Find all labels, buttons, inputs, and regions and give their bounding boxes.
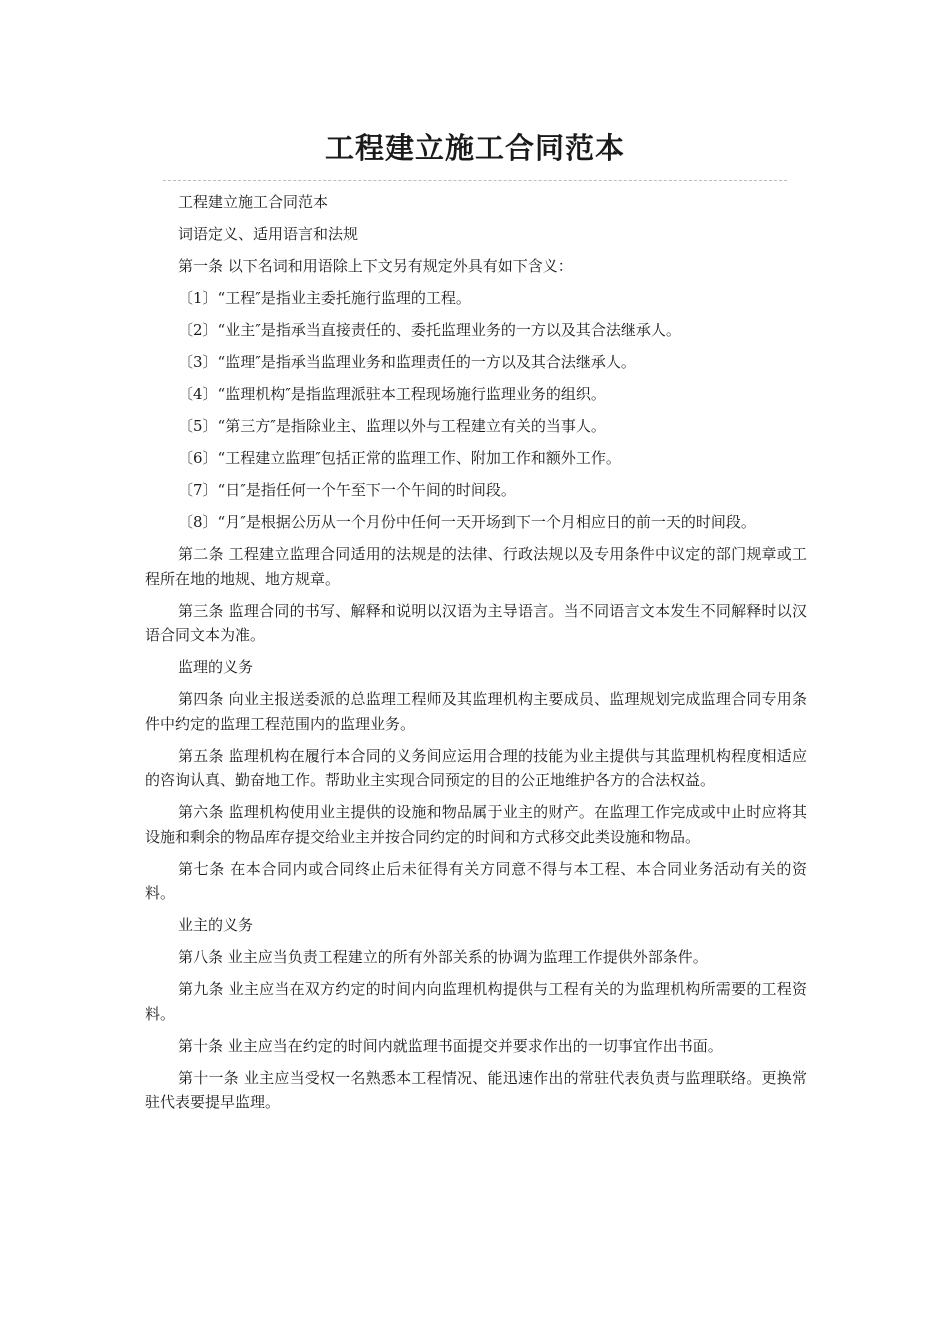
paragraph-article-3: 第三条 监理合同的书写、解释和说明以汉语为主导语言。当不同语言文本发生不同解释时以汉语合同文本为准。 — [145, 601, 807, 644]
paragraph-article-4: 第四条 向业主报送委派的总监理工程师及其监理机构主要成员、监理规划完成监理合同专用条件中约定的监理工程范围内的监理业务。 — [145, 690, 807, 733]
paragraph-article-5: 第五条 监理机构在履行本合同的义务间应运用合理的技能为业主提供与其监理机构程度相适应的咨询认真、勤奋地工作。帮助业主实现合同预定的目的公正地维护各方的合法权益。 — [145, 746, 807, 789]
paragraph-article-11: 第十一条 业主应当受权一名熟悉本工程情况、能迅速作出的常驻代表负责与监理联络。更换常驻代表要提早监理。 — [145, 1068, 807, 1111]
paragraph-definition-6: 〔6〕“工程建立监理″包括正常的监理工作、附加工作和额外工作。 — [178, 449, 621, 467]
paragraph-definition-3: 〔3〕“监理″是指承当监理业务和监理责任的一方以及其合法继承人。 — [178, 353, 636, 371]
title-divider — [163, 180, 787, 181]
paragraph-section-owner-duties: 业主的义务 — [178, 916, 254, 934]
paragraph-section-supervisor-duties: 监理的义务 — [178, 658, 254, 676]
paragraph-definition-2: 〔2〕“业主″是指承当直接责任的、委托监理业务的一方以及其合法继承人。 — [178, 321, 681, 339]
paragraph-article-7: 第七条 在本合同内或合同终止后未征得有关方同意不得与本工程、本合同业务活动有关的资料。 — [145, 859, 807, 902]
paragraph-definition-7: 〔7〕“日″是指任何一个午至下一个午间的时间段。 — [178, 481, 516, 499]
paragraph-article-2: 第二条 工程建立监理合同适用的法规是的法律、行政法规以及专用条件中议定的部门规章或工程所在地的地规、地方规章。 — [145, 545, 807, 588]
paragraph-article-1: 第一条 以下名词和用语除上下文另有规定外具有如下含义： — [178, 257, 573, 275]
paragraph-article-6: 第六条 监理机构使用业主提供的设施和物品属于业主的财产。在监理工作完成或中止时应将其设施和剩余的物品库存提交给业主并按合同约定的时间和方式移交此类设施和物品。 — [145, 803, 807, 846]
paragraph-heading: 工程建立施工合同范本 — [178, 193, 329, 211]
document-title: 工程建立施工合同范本 — [324, 131, 625, 165]
paragraph-definition-5: 〔5〕“第三方″是指除业主、监理以外与工程建立有关的当事人。 — [178, 417, 606, 435]
paragraph-definition-4: 〔4〕“监理机构″是指监理派驻本工程现场施行监理业务的组织。 — [178, 385, 606, 403]
paragraph-definition-8: 〔8〕“月″是根据公历从一个月份中任何一天开场到下一个月相应日的前一天的时间段。 — [178, 513, 756, 531]
paragraph-definition-1: 〔1〕“工程″是指业主委托施行监理的工程。 — [178, 289, 471, 307]
paragraph-article-8: 第八条 业主应当负责工程建立的所有外部关系的协调为监理工作提供外部条件。 — [178, 948, 708, 966]
document-body — [145, 190, 807, 1122]
paragraph-article-10: 第十条 业主应当在约定的时间内就监理书面提交并要求作出的一切事宜作出书面。 — [178, 1036, 723, 1055]
paragraph-article-9: 第九条 业主应当在双方约定的时间内向监理机构提供与工程有关的为监理机构所需要的工程资料。 — [145, 980, 807, 1023]
paragraph-section-definitions: 词语定义、适用语言和法规 — [178, 225, 359, 243]
